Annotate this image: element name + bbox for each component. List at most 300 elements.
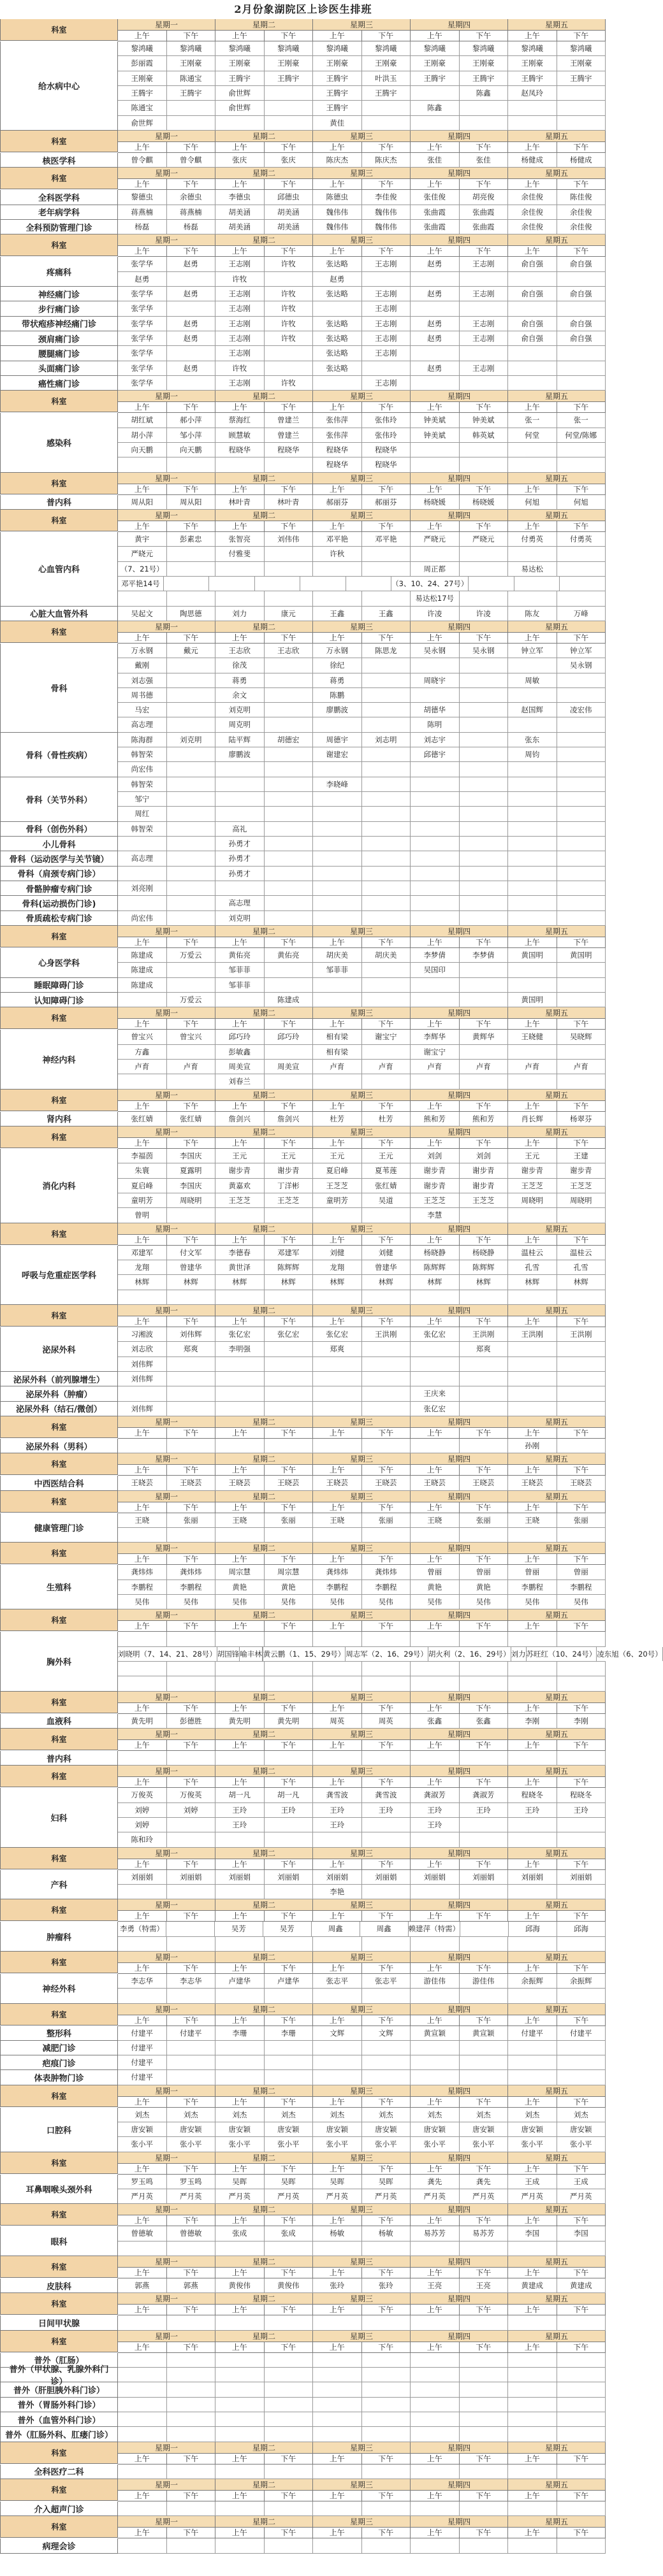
am-label: 上午 [313, 2097, 362, 2107]
pm-label: 下午 [460, 937, 509, 947]
doctor-slot [411, 1989, 460, 2003]
doctor-slot [411, 1676, 460, 1690]
doctor-slot [215, 2353, 265, 2367]
doctor-slot: 张达略 [313, 361, 362, 375]
doctor-slot: 易达松 [508, 562, 557, 576]
doctor-slot [362, 272, 411, 286]
am-label: 上午 [118, 633, 167, 643]
department-name: 泌尿外科（结石/微创） [0, 1402, 118, 1416]
doctor-slot: 罗玉鸣 [167, 2175, 216, 2189]
weekday-label: 星期三 [313, 2516, 411, 2528]
doctor-slot: 万峰 [557, 607, 606, 621]
pm-label: 下午 [167, 1740, 216, 1750]
doctor-slot: 彭丽霞 [118, 56, 167, 70]
doctor-slot [313, 1832, 362, 1846]
weekday-label: 星期一 [118, 1899, 215, 1911]
doctor-slot: 刘克明 [215, 703, 265, 717]
doctor-slot: 何旭 [508, 495, 557, 509]
am-label: 上午 [215, 1621, 265, 1631]
department-block [0, 1692, 606, 1729]
doctor-slot [411, 2412, 460, 2426]
doctor-slot: 张达略 [313, 317, 362, 331]
doctor-slot: 卢育 [557, 1060, 606, 1074]
doctor-slot [557, 2041, 606, 2055]
department-name: 泌尿外科 [0, 1327, 118, 1372]
doctor-slot: 王腾宇 [313, 71, 362, 85]
pm-label: 下午 [167, 2491, 216, 2501]
doctor-slot [167, 837, 216, 851]
doctor-slot: 罗玉鸣 [118, 2175, 167, 2189]
doctor-slot [265, 1290, 314, 1304]
doctor-slot: 黄先明 [265, 1714, 314, 1728]
doctor-slot [265, 1045, 314, 1059]
doctor-slot [411, 301, 460, 315]
department-name: 介入超声门诊 [0, 2501, 118, 2516]
doctor-slot: 王鑫 [362, 607, 411, 621]
am-label: 上午 [411, 1235, 460, 1245]
doctor-slot: 吴永钢 [460, 644, 509, 658]
doctor-slot [265, 1937, 314, 1951]
dept-column-header: 科室 [0, 19, 118, 41]
doctor-slot [557, 2368, 606, 2382]
weekday-label: 星期二 [215, 1416, 313, 1428]
weekday-label: 星期三 [313, 621, 411, 633]
doctor-slot [460, 2501, 509, 2515]
weekday-label: 星期一 [118, 1305, 215, 1316]
department-name: 核医学科 [0, 153, 118, 168]
pm-label: 下午 [167, 31, 216, 41]
department-row [0, 2026, 606, 2041]
doctor-slot [118, 1989, 167, 2003]
doctor-slot: 蔡海红 [215, 413, 265, 427]
doctor-slot: 许牧 [265, 331, 314, 345]
am-pm-row [118, 1019, 606, 1030]
doctor-slot: 周克明 [215, 717, 265, 731]
pm-label: 下午 [460, 1101, 509, 1111]
weekday-label: 星期一 [118, 2479, 215, 2491]
doctor-slot: 黎鸿曦 [411, 41, 460, 55]
doctor-slot: 赵勇 [167, 361, 216, 375]
weekday-label: 星期四 [411, 1848, 508, 1859]
am-label: 上午 [118, 1621, 167, 1631]
doctor-slot [167, 1402, 216, 1416]
am-label: 上午 [411, 1428, 460, 1438]
doctor-slot: 吴永钢 [557, 658, 606, 672]
am-label: 上午 [118, 1101, 167, 1111]
am-label: 上午 [118, 31, 167, 41]
doctor-slot: 刘丽娟 [508, 1870, 557, 1884]
am-label: 上午 [118, 937, 167, 947]
doctor-slot: 刘丽娟 [215, 1870, 265, 1884]
pm-label: 下午 [362, 2097, 411, 2107]
doctor-slot: 刘剑 [460, 1149, 509, 1163]
doctor-slot [557, 1989, 606, 2003]
pm-label: 下午 [167, 1138, 216, 1148]
doctor-slot: 许牧 [265, 257, 314, 271]
doctor-slot: 陈辉辉 [265, 1260, 314, 1274]
doctor-slot [508, 2382, 557, 2396]
doctor-slot [215, 2427, 265, 2441]
doctor-slot [508, 346, 557, 360]
doctor-slot [362, 101, 411, 115]
doctor-slot [411, 658, 460, 672]
doctor-slot: 卢建华 [215, 1974, 265, 1988]
doctor-slot [411, 1751, 460, 1765]
doctor-slot: 李鹏程 [508, 1580, 557, 1594]
weekday-header-row [0, 2293, 606, 2315]
am-label: 上午 [508, 2305, 557, 2315]
doctor-slot [362, 2368, 411, 2382]
doctor-slot [167, 1885, 216, 1899]
doctor-slot: 王玲 [508, 1803, 557, 1817]
doctor-slot [508, 1662, 557, 1676]
weekday-label: 星期二 [215, 621, 313, 633]
am-label: 上午 [313, 1138, 362, 1148]
doctor-slot [460, 963, 509, 977]
pm-label: 下午 [460, 1465, 509, 1475]
doctor-slot [362, 1832, 411, 1846]
doctor-slot [411, 86, 460, 100]
am-label: 上午 [215, 1911, 265, 1921]
weekday-label: 星期四 [411, 2004, 508, 2015]
doctor-slot [460, 673, 509, 687]
doctor-slot [460, 1922, 509, 1936]
doctor-slot [215, 2041, 265, 2055]
doctor-slot [508, 1818, 557, 1832]
doctor-slot: 李志华 [167, 1974, 216, 1988]
am-pm-row [118, 1101, 606, 1112]
doctor-slot [557, 1676, 606, 1690]
am-label: 上午 [411, 2215, 460, 2226]
doctor-slot [560, 577, 606, 591]
doctor-slot [362, 1342, 411, 1356]
am-label: 上午 [313, 1465, 362, 1475]
doctor-slot: 王元 [362, 1149, 411, 1163]
doctor-slot: 孙勇才 [215, 867, 265, 881]
dept-column-header: 科室 [0, 1692, 118, 1713]
doctor-slot: 赵勇 [411, 317, 460, 331]
doctor-slot [362, 1402, 411, 1416]
pm-label: 下午 [167, 937, 216, 947]
doctor-slot [508, 978, 557, 992]
doctor-slot: 许牧 [215, 272, 265, 286]
am-label: 上午 [411, 1019, 460, 1029]
am-label: 上午 [313, 521, 362, 531]
department-block [0, 1766, 606, 1847]
doctor-slot [362, 2241, 411, 2256]
pm-label: 下午 [167, 1502, 216, 1513]
weekday-label: 星期二 [215, 19, 313, 31]
doctor-slot [167, 591, 216, 605]
doctor-slot: 余振辉 [508, 1974, 557, 1988]
doctor-slot: 王庆来 [411, 1386, 460, 1400]
doctor-slot [460, 443, 509, 457]
doctor-slot: 蒋勇 [313, 673, 362, 687]
weekday-label: 星期一 [118, 19, 215, 31]
am-pm-row [118, 633, 606, 644]
pm-label: 下午 [265, 246, 314, 256]
doctor-slot: 郝丽芬 [362, 495, 411, 509]
weekday-header-row [0, 1007, 606, 1030]
department-row [0, 733, 606, 777]
doctor-slot: 唐安颖 [265, 2122, 314, 2136]
am-label: 上午 [215, 1428, 265, 1438]
department-row [0, 2365, 606, 2387]
am-label: 上午 [313, 2268, 362, 2278]
weekday-label: 星期四 [411, 1305, 508, 1316]
weekday-label: 星期三 [313, 1126, 411, 1138]
doctor-slot: 吴起文 [118, 607, 167, 621]
doctor-slot: 胡亮俊 [460, 190, 509, 204]
doctor-slot: 蒋燕楠 [167, 205, 216, 219]
doctor-slot: 唐安颖 [313, 2122, 362, 2136]
pm-label: 下午 [557, 2454, 606, 2464]
am-label: 上午 [215, 246, 265, 256]
am-label: 上午 [118, 1911, 167, 1921]
doctor-slot [265, 2464, 314, 2479]
am-label: 上午 [313, 484, 362, 494]
doctor-slot: 程晓冬 [508, 1788, 557, 1802]
department-name: 肾内科 [0, 1112, 118, 1126]
doctor-slot: 严月英 [167, 2189, 216, 2203]
doctor-slot: 周从阳 [167, 495, 216, 509]
doctor-slot: 张成 [215, 2226, 265, 2240]
dept-column-header: 科室 [0, 2442, 118, 2464]
doctor-slot: 刘伟辉 [118, 1357, 167, 1371]
doctor-slot: 李国庆 [167, 1149, 216, 1163]
department-block [0, 1952, 606, 2004]
doctor-slot [164, 577, 210, 591]
doctor-slot [460, 747, 509, 761]
pm-label: 下午 [362, 2342, 411, 2352]
doctor-slot: 邱海 [557, 1922, 606, 1936]
doctor-slot: 刘婷 [118, 1803, 167, 1817]
doctor-slot [118, 1439, 167, 1453]
doctor-slot: 周从阳 [118, 495, 167, 509]
am-pm-row [118, 1316, 606, 1327]
doctor-slot [508, 822, 557, 836]
am-label: 上午 [118, 2491, 167, 2501]
doctor-slot: 杨晓静 [411, 1246, 460, 1260]
doctor-slot: 蒋燕楠 [118, 205, 167, 219]
doctor-slot [362, 911, 411, 925]
doctor-slot: 许牧 [265, 376, 314, 390]
am-label: 上午 [118, 1428, 167, 1438]
doctor-slot [362, 1937, 411, 1951]
doctor-slot [118, 2398, 167, 2412]
doctor-slot: 周正都 [411, 562, 460, 576]
doctor-slot: 张学华 [118, 257, 167, 271]
weekday-label: 星期三 [313, 391, 411, 402]
doctor-slot [313, 301, 362, 315]
doctor-slot: 王玲 [313, 1803, 362, 1817]
weekday-header-row [0, 510, 606, 532]
doctor-slot: 王芝芝 [460, 1193, 509, 1207]
am-pm-row [118, 484, 606, 495]
doctor-slot [460, 346, 509, 360]
doctor-slot [215, 993, 265, 1007]
doctor-slot [313, 1357, 362, 1371]
am-label: 上午 [411, 1465, 460, 1475]
doctor-slot: 詹剑兴 [265, 1112, 314, 1126]
weekday-header-row [0, 234, 606, 257]
doctor-slot: 相有梁 [313, 1045, 362, 1059]
weekday-header-row [0, 1416, 606, 1439]
doctor-slot [215, 881, 265, 895]
doctor-slot: 王玲 [411, 1818, 460, 1832]
weekday-label: 星期一 [118, 2516, 215, 2528]
doctor-slot [313, 562, 362, 576]
doctor-slot: 周志军（2、16、29号） [346, 1647, 428, 1661]
department-name: 步行痛门诊 [0, 301, 118, 316]
doctor-slot [460, 978, 509, 992]
doctor-slot: 刘伟辉 [118, 1372, 167, 1386]
doctor-slot [346, 577, 392, 591]
pm-label: 下午 [167, 2454, 216, 2464]
am-label: 上午 [508, 1554, 557, 1564]
am-label: 上午 [411, 402, 460, 412]
pm-label: 下午 [265, 2097, 314, 2107]
doctor-slot [215, 562, 265, 576]
doctor-slot [167, 1662, 216, 1676]
doctor-slot [362, 1208, 411, 1222]
doctor-slot [411, 1357, 460, 1371]
doctor-slot [460, 1357, 509, 1371]
doctor-slot: 叶洪玉 [362, 71, 411, 85]
doctor-slot [215, 2315, 265, 2329]
weekday-header-row [0, 1692, 606, 1714]
doctor-slot: 杨敏 [362, 2226, 411, 2240]
doctor-slot: 黄艳 [411, 1580, 460, 1594]
department-name: 病理会诊 [0, 2538, 118, 2553]
pm-label: 下午 [362, 633, 411, 643]
doctor-slot [460, 1818, 509, 1832]
doctor-slot [557, 2412, 606, 2426]
department-name: 中西医结合科 [0, 1476, 118, 1490]
doctor-slot [265, 86, 314, 100]
department-row [0, 1372, 606, 1386]
doctor-slot [460, 376, 509, 390]
doctor-slot: 高志理 [118, 717, 167, 731]
doctor-slot [460, 2353, 509, 2367]
doctor-slot [362, 1074, 411, 1088]
department-row [0, 495, 606, 510]
doctor-slot: 刘杰 [167, 2108, 216, 2122]
doctor-slot [557, 867, 606, 881]
doctor-slot: 张学华 [118, 361, 167, 375]
doctor-slot [557, 1045, 606, 1059]
am-label: 上午 [313, 2528, 362, 2538]
am-pm-row [118, 2164, 606, 2175]
weekday-label: 星期五 [508, 621, 606, 633]
am-label: 上午 [313, 1554, 362, 1564]
doctor-slot: 王腾宇 [313, 101, 362, 115]
doctor-slot: 刘杰 [508, 2108, 557, 2122]
doctor-slot [411, 2241, 460, 2256]
doctor-slot: 刘杰 [118, 2108, 167, 2122]
am-pm-row [118, 2305, 606, 2315]
pm-label: 下午 [362, 402, 411, 412]
doctor-slot: 张亿宏 [215, 1327, 265, 1341]
department-row [0, 220, 606, 234]
doctor-slot: 胡国锋 [217, 1647, 240, 1661]
doctor-slot [362, 792, 411, 806]
weekday-label: 星期二 [215, 1126, 313, 1138]
am-pm-row [118, 2342, 606, 2353]
department-row [0, 2398, 606, 2412]
doctor-slot: 赵勇 [411, 287, 460, 301]
department-row [0, 896, 606, 910]
am-label: 上午 [411, 1621, 460, 1631]
am-label: 上午 [411, 2164, 460, 2174]
doctor-slot [313, 993, 362, 1007]
weekday-header-row [0, 1126, 606, 1149]
am-label: 上午 [411, 1316, 460, 1327]
am-pm-row [118, 402, 606, 413]
pm-label: 下午 [265, 1859, 314, 1869]
doctor-slot: 王腾宇 [460, 71, 509, 85]
doctor-slot [557, 1290, 606, 1304]
doctor-slot [411, 1074, 460, 1088]
dept-column-header: 科室 [0, 2204, 118, 2226]
department-row [0, 376, 606, 391]
doctor-slot [167, 2427, 216, 2441]
doctor-slot: 王志刚 [215, 317, 265, 331]
doctor-slot [508, 2070, 557, 2084]
am-label: 上午 [215, 31, 265, 41]
doctor-slot: 何旭 [557, 495, 606, 509]
doctor-slot: 杨晓媛 [460, 495, 509, 509]
weekday-label: 星期四 [411, 2442, 508, 2454]
doctor-slot: 龚炜炜 [118, 1565, 167, 1579]
weekday-label: 星期三 [313, 1899, 411, 1911]
doctor-slot [362, 978, 411, 992]
weekday-header-row [0, 926, 606, 948]
doctor-slot [265, 2041, 314, 2055]
doctor-slot: 王志刚 [460, 331, 509, 345]
doctor-slot: 王芝芝 [215, 1193, 265, 1207]
am-pm-row [118, 246, 606, 257]
weekday-label: 星期二 [215, 1491, 313, 1502]
doctor-slot [508, 1832, 557, 1846]
doctor-slot: 黄宇 [118, 532, 167, 546]
doctor-slot [557, 1342, 606, 1356]
doctor-slot: 王刚豪 [118, 71, 167, 85]
doctor-slot: 杨翠芬 [557, 1112, 606, 1126]
dept-column-header: 科室 [0, 2152, 118, 2174]
doctor-slot: 丁洋彬 [265, 1179, 314, 1193]
pm-label: 下午 [362, 937, 411, 947]
doctor-slot: 胡一凡 [265, 1788, 314, 1802]
doctor-slot: 刘伟辉 [118, 1402, 167, 1416]
doctor-slot [166, 1922, 215, 1936]
doctor-slot: 李珊 [265, 2026, 314, 2040]
department-name: 耳鼻咽喉头颈外科 [0, 2175, 118, 2205]
page-title: 2月份象湖院区上诊医生排班 [234, 3, 372, 15]
weekday-label: 星期五 [508, 19, 606, 31]
doctor-slot: 程晓华 [313, 443, 362, 457]
doctor-slot [362, 1439, 411, 1453]
doctor-slot: 李志华 [118, 1974, 167, 1988]
am-pm-row [118, 2215, 606, 2226]
doctor-slot [508, 1074, 557, 1088]
am-label: 上午 [508, 2215, 557, 2226]
doctor-slot [313, 1632, 362, 1646]
pm-label: 下午 [167, 1703, 216, 1713]
doctor-slot [167, 101, 216, 115]
doctor-slot: 林辉 [460, 1275, 509, 1289]
doctor-slot [167, 1208, 216, 1222]
